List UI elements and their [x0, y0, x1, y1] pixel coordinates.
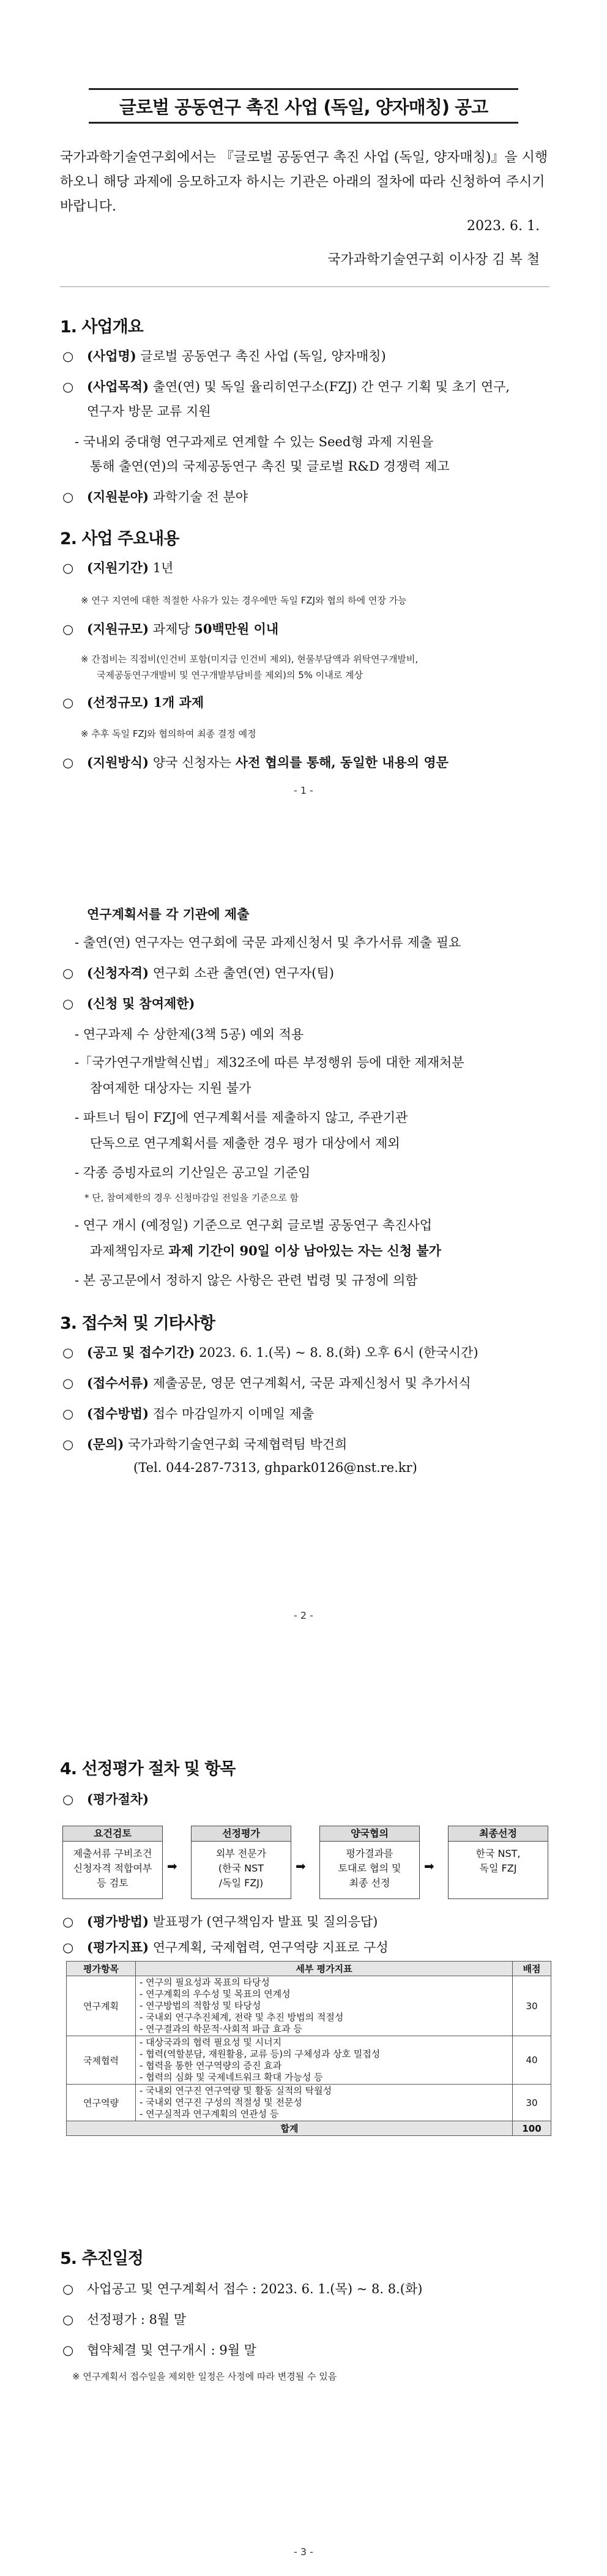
intro-paragraph: 국가과학기술연구회에서는 『글로벌 공동연구 촉진 사업 (독일, 양자매칭)』을 시행하오니 해당 과제에 응모하고자 하시는 기관은 아래의 절차에 따라 신청하여 주시기 바랍니다. [60, 150, 548, 214]
restriction-3-cont: 단독으로 연구계획서를 제출한 경우 평가 대상에서 제외 [90, 1136, 400, 1151]
flow-arrow: ➡ [167, 1859, 177, 1873]
s1-item-name: ○ (사업명) 글로벌 공동연구 촉진 사업 (독일, 양자매칭) [62, 348, 386, 364]
s1-sub-item-cont: 통해 출연(연)의 국제공동연구 촉진 및 글로벌 R&D 경쟁력 제고 [90, 459, 450, 474]
table-row: 국제협력 - 대상국과의 협력 필요성 및 시너지 - 협력(역할분담, 재원활용, 교류 등)의 구체성과 상호 밀접성 - 협력을 통한 연구역량의 증진 효과 - 협력의 심화 및 국제네트워크 확대 가능성 등 40 [67, 2036, 551, 2085]
table-header-row: 평가항목 세부 평가지표 배점 [67, 1962, 551, 1976]
section-3-heading: 3. 접수처 및 기타사항 [60, 1314, 215, 1333]
table-row: 연구역량 - 국내외 연구진 연구역량 및 활동 실적의 탁월성 - 국내외 연구진 구성의 적절성 및 전문성 - 연구실적과 연구계획의 연관성 등 30 [67, 2085, 551, 2121]
restriction-5-cont: 과제책임자로 과제 기간이 90일 이상 남아있는 자는 신청 불가 [90, 1243, 441, 1258]
restriction-3: - 파트너 팀이 FZJ에 연구계획서를 제출하지 않고, 주관기관 [75, 1110, 408, 1125]
flow-step-evaluation: 선정평가 외부 전문가 (한국 NST /독일 FZJ) [191, 1826, 291, 1899]
s2-item-method: ○ (지원방식) 양국 신청자는 사전 협의를 통해, 동일한 내용의 영문 [62, 755, 449, 770]
document-title-box [89, 88, 518, 124]
evaluation-flowchart [62, 1826, 550, 1899]
restriction-5: - 연구 개시 (예정일) 기준으로 연구회 글로벌 공동연구 촉진사업 [75, 1218, 433, 1233]
divider [60, 286, 549, 287]
s4-item-method: ○ (평가방법) 발표평가 (연구책임자 발표 및 질의응답) [62, 1914, 378, 1929]
schedule-note: ※ 연구계획서 접수일을 제외한 일정은 사정에 따라 변경될 수 있음 [72, 2371, 337, 2382]
section-5-heading: 5. 추진일정 [60, 2249, 143, 2268]
section-4-heading: 4. 선정평가 절차 및 항목 [60, 1760, 236, 1779]
s3-item-documents: ○ (접수서류) 제출공문, 영문 연구계획서, 국문 과제신청서 및 추가서식 [62, 1375, 471, 1391]
s2-note-indirect-cont: 국제공동연구개발비 및 연구개발부담비를 제외)의 5% 이내로 계상 [97, 670, 363, 681]
signature: 국가과학기술연구회 이사장 김 복 철 [327, 252, 540, 267]
restriction-6: - 본 공고문에서 정하지 않은 사항은 관련 법령 및 규정에 의함 [75, 1273, 418, 1288]
table-total-row: 합계 100 [67, 2121, 551, 2136]
evaluation-table [66, 1961, 551, 2136]
section-1-heading: 1. 사업개요 [60, 318, 143, 337]
schedule-item-2: ○ 선정평가 : 8월 말 [62, 2312, 187, 2327]
s2-note-period: ※ 연구 지연에 대한 적절한 사유가 있는 경우에만 독일 FZJ와 협의 하에 연장 가능 [81, 595, 407, 606]
flow-step-consultation: 양국협의 평가결과를 토대로 협의 및 최종 선정 [319, 1826, 420, 1899]
s2-item-restrictions: ○ (신청 및 참여제한) [62, 996, 195, 1011]
s2-item-scale: ○ (지원규모) 과제당 50백만원 이내 [62, 621, 279, 637]
flow-step-final: 최종선정 한국 NST, 독일 FZJ [448, 1826, 548, 1899]
s2-item-period: ○ (지원기간) 1년 [62, 560, 174, 575]
s2-item-eligibility: ○ (신청자격) 연구회 소관 출연(연) 연구자(팀) [62, 965, 334, 980]
s4-item-indicators: ○ (평가지표) 연구계획, 국제협력, 연구역량 지표로 구성 [62, 1939, 389, 1955]
restriction-4-note: * 단, 참여제한의 경우 신청마감일 전일을 기준으로 함 [84, 1192, 299, 1203]
restriction-1: - 연구과제 수 상한제(3책 5공) 예외 적용 [75, 1027, 304, 1042]
announcement-date: 2023. 6. 1. [467, 218, 540, 234]
flow-arrow: ➡ [296, 1859, 306, 1873]
s1-sub-item: - 국내외 중대형 연구과제로 연계할 수 있는 Seed형 과제 지원을 [75, 435, 434, 449]
restriction-2: -「국가연구개발혁신법」제32조에 따른 부정행위 등에 대한 제재처분 [75, 1055, 464, 1070]
page-number-3: - 3 - [294, 2546, 313, 2558]
s4-item-procedure: ○ (평가절차) [62, 1791, 149, 1807]
flow-arrow: ➡ [424, 1859, 434, 1873]
s2-method-cont: 연구계획서를 각 기관에 제출 [87, 906, 250, 922]
document-title: 글로벌 공동연구 촉진 사업 (독일, 양자매칭) 공고 [119, 96, 488, 118]
s3-item-method: ○ (접수방법) 접수 마감일까지 이메일 제출 [62, 1406, 315, 1421]
restriction-2-cont: 참여제한 대상자는 지원 불가 [90, 1081, 251, 1096]
s2-sub-korean-app: - 출연(연) 연구자는 연구회에 국문 과제신청서 및 추가서류 제출 필요 [75, 935, 461, 950]
page-number-2: - 2 - [294, 1610, 313, 1621]
s3-item-period: ○ (공고 및 접수기간) 2023. 6. 1.(목) ~ 8. 8.(화) 오후 6시 (한국시간) [62, 1345, 479, 1360]
table-row: 연구계획 - 연구의 필요성과 목표의 타당성 - 연구계획의 우수성 및 목표의 연계성 - 연구방법의 적합성 및 타당성 - 국내외 연구추진체계, 전략 및 추진 방법의 적절성 - 연구결과의 학문적·사회적 파급 효과 등 30 [67, 1976, 551, 2036]
s1-item-field: ○ (지원분야) 과학기술 전 분야 [62, 489, 248, 504]
s2-note-indirect: ※ 간접비는 직접비(인건비 포함(미지급 인건비 제외), 현물부담액과 위탁연구개발비, [81, 654, 419, 665]
s1-item-purpose-cont: 연구자 방문 교류 지원 [87, 404, 211, 419]
restriction-4: - 각종 증빙자료의 기산일은 공고일 기준임 [75, 1165, 311, 1180]
s2-note-selection: ※ 추후 독일 FZJ와 협의하여 최종 결정 예정 [81, 728, 256, 739]
page-number-1: - 1 - [294, 785, 313, 796]
s3-item-contact: ○ (문의) 국가과학기술연구회 국제협력팀 박건희 [62, 1436, 348, 1452]
s2-item-selection: ○ (선정규모) 1개 과제 [62, 695, 204, 710]
schedule-item-1: ○ 사업공고 및 연구계획서 접수 : 2023. 6. 1.(목) ~ 8. 8.(화) [62, 2282, 423, 2296]
contact-details: (Tel. 044-287-7313, ghpark0126@nst.re.kr) [133, 1460, 417, 1475]
section-2-heading: 2. 사업 주요내용 [60, 529, 179, 548]
s1-item-purpose: ○ (사업목적) 출연(연) 및 독일 율리히연구소(FZJ) 간 연구 기획 및 초기 연구, [62, 379, 510, 394]
schedule-item-3: ○ 협약체결 및 연구개시 : 9월 말 [62, 2343, 256, 2358]
flow-step-review: 요건검토 제출서류 구비조건 신청자격 적합여부 등 검토 [62, 1826, 163, 1899]
